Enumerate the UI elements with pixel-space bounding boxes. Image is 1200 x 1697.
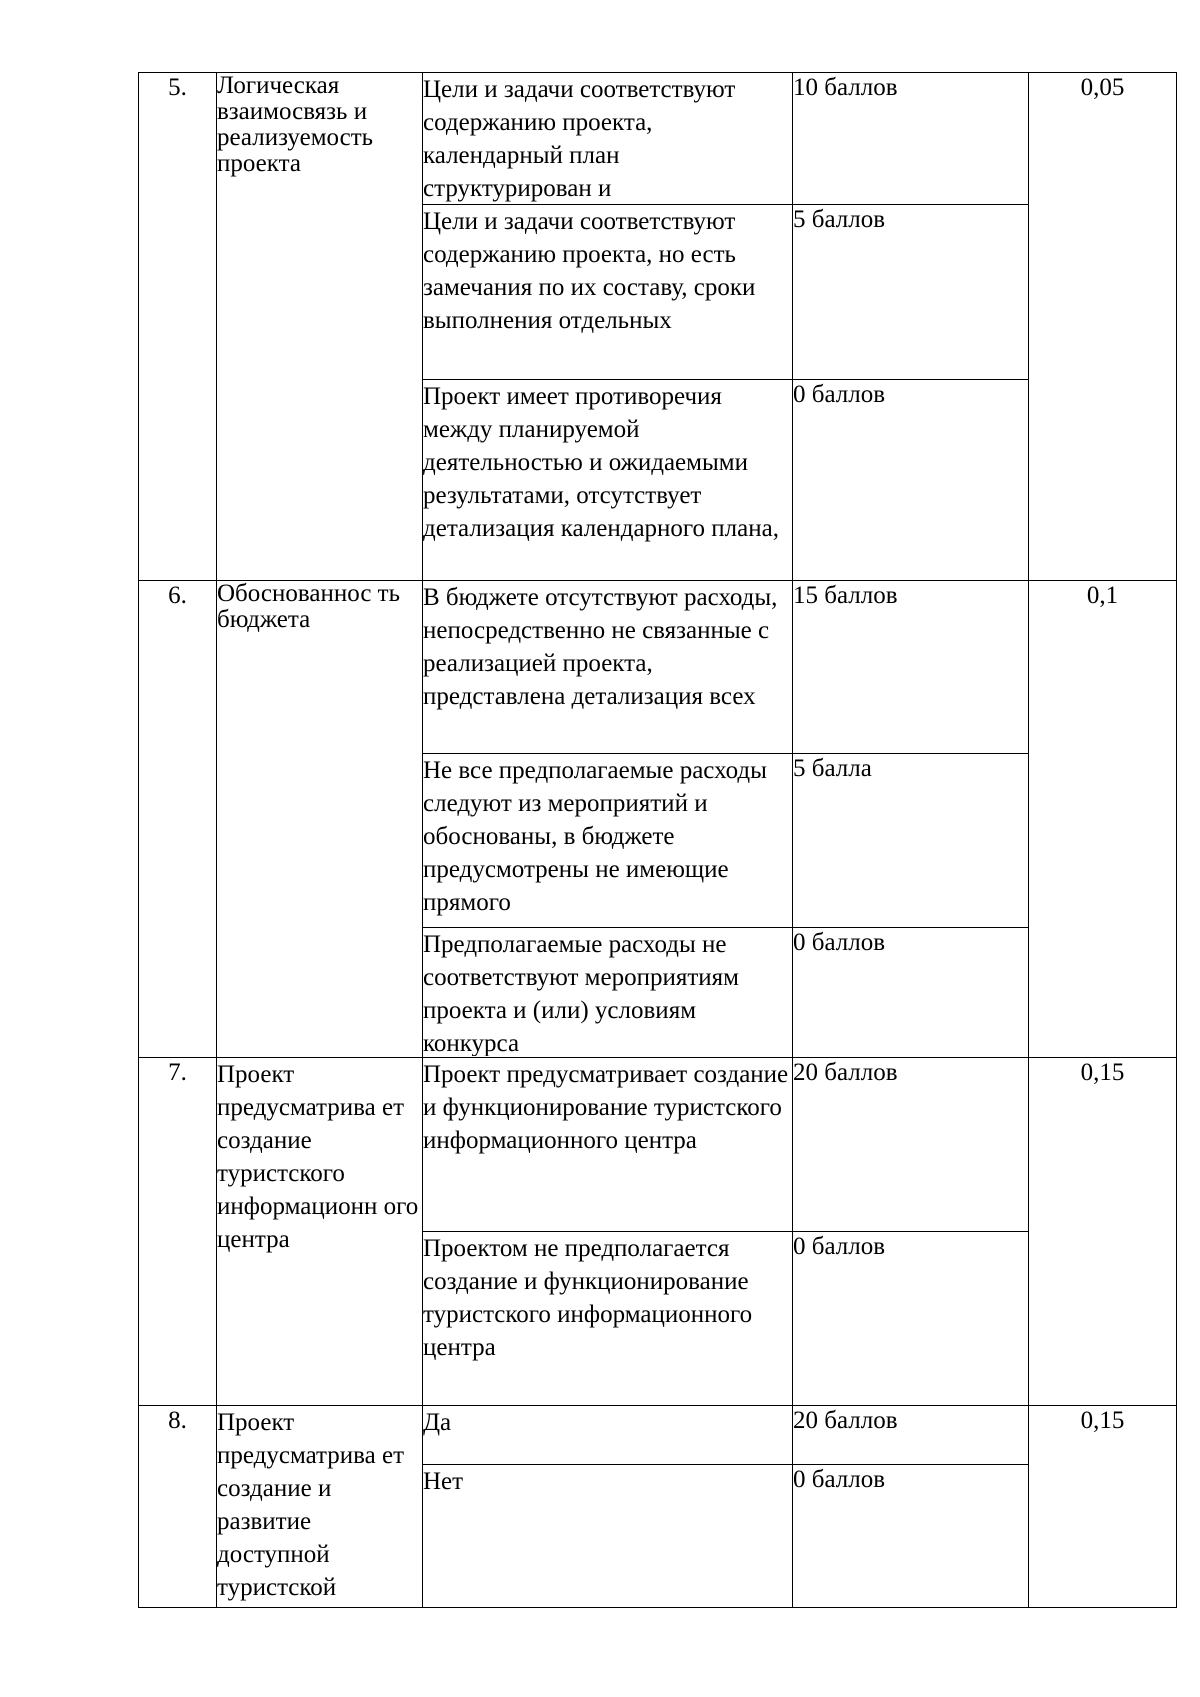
table-row [139,581,1177,754]
option-score: 5 баллов [793,205,1029,380]
criterion-number: 8. [139,1406,217,1608]
option-score: 20 баллов [793,1406,1029,1465]
option-description: В бюджете отсутствуют расходы, непосредственно не связанные с реализацией проекта, представлена детализация всех [423,581,793,754]
option-score: 20 баллов [793,1058,1029,1232]
table-row [139,1058,1177,1232]
option-description: Не все предполагаемые расходы следуют из мероприятий и обоснованы, в бюджете предусмотрены не имеющие прямого [423,754,793,928]
criterion-weight: 0,1 [1029,581,1177,1058]
criterion-name: Обоснованнос ть бюджета [217,581,423,1058]
criterion-name: Проект предусматрива ет создание и развитие доступной туристской [217,1406,423,1608]
table-row [139,1406,1177,1465]
criterion-name: Логическая взаимосвязь и реализуемость проекта [217,73,423,581]
criterion-name: Проект предусматрива ет создание туристского информационн ого центра [217,1058,423,1406]
criteria-table [138,72,1177,1608]
table-row [139,73,1177,205]
option-description: Проект имеет противоречия между планируемой деятельностью и ожидаемыми результатами, отсутствует детализация календарного плана, [423,380,793,581]
option-description: Проект предусматривает создание и функционирование туристского информационного центра [423,1058,793,1232]
option-description: Проектом не предполагается создание и функционирование туристского информационного центра [423,1232,793,1406]
option-score: 0 баллов [793,380,1029,581]
option-score: 10 баллов [793,73,1029,205]
option-score: 0 баллов [793,1465,1029,1608]
option-description: Предполагаемые расходы не соответствуют мероприятиям проекта и (или) условиям конкурса [423,928,793,1058]
criterion-weight: 0,05 [1029,73,1177,581]
option-score: 5 балла [793,754,1029,928]
option-description: Да [423,1406,793,1465]
option-description: Цели и задачи соответствуют содержанию проекта, календарный план структурирован и [423,73,793,205]
criterion-number: 5. [139,73,217,581]
option-score: 0 баллов [793,1232,1029,1406]
option-score: 0 баллов [793,928,1029,1058]
criterion-weight: 0,15 [1029,1406,1177,1608]
option-description: Нет [423,1465,793,1608]
criterion-weight: 0,15 [1029,1058,1177,1406]
criterion-number: 6. [139,581,217,1058]
option-description: Цели и задачи соответствуют содержанию проекта, но есть замечания по их составу, сроки выполнения отдельных [423,205,793,380]
option-score: 15 баллов [793,581,1029,754]
criterion-number: 7. [139,1058,217,1406]
